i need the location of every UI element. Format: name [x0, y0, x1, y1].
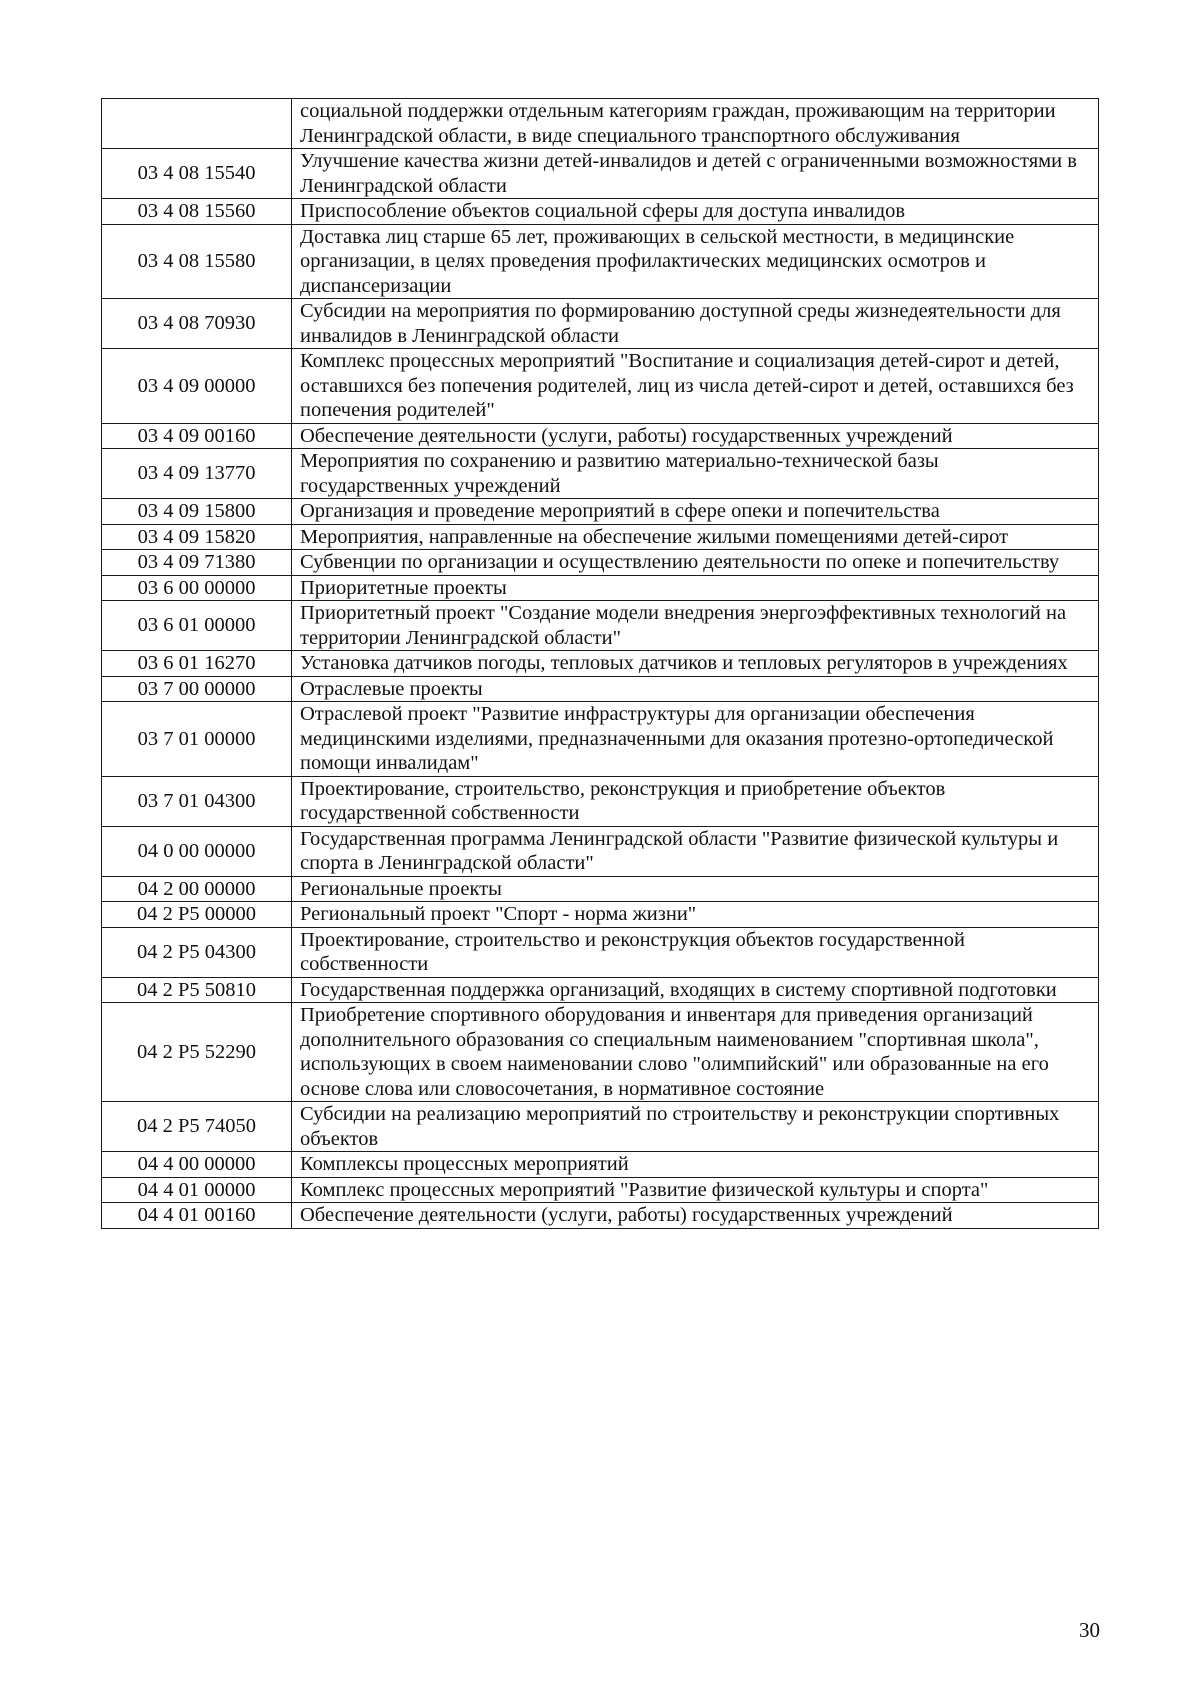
table-row — [102, 299, 1099, 349]
row-name: Комплекс процессных мероприятий "Воспитание и социализация детей-сирот и детей, оставшихся без попечения родителей, лиц из числа детей-сирот и детей, оставшихся без попечения родителей" — [292, 349, 1099, 424]
row-code: 03 4 08 15560 — [102, 199, 292, 225]
row-name: Приоритетный проект "Создание модели внедрения энергоэффективных технологий на территории Ленинградской области" — [292, 601, 1099, 651]
table-row — [102, 1203, 1099, 1229]
row-code: 03 7 01 04300 — [102, 776, 292, 826]
row-name: Региональные проекты — [292, 876, 1099, 902]
row-name: Субсидии на мероприятия по формированию доступной среды жизнедеятельности для инвалидов в Ленинградской области — [292, 299, 1099, 349]
row-code: 03 4 09 13770 — [102, 449, 292, 499]
table-row — [102, 423, 1099, 449]
table-row — [102, 99, 1099, 149]
row-code: 03 4 08 15580 — [102, 224, 292, 299]
page-number: 30 — [1079, 1618, 1100, 1642]
row-name: Комплекс процессных мероприятий "Развитие физической культуры и спорта" — [292, 1177, 1099, 1203]
row-name: Улучшение качества жизни детей-инвалидов и детей с ограниченными возможностями в Ленинградской области — [292, 149, 1099, 199]
row-code: 03 4 09 71380 — [102, 550, 292, 576]
table-row — [102, 524, 1099, 550]
table-row — [102, 601, 1099, 651]
row-code: 04 0 00 00000 — [102, 826, 292, 876]
table-row — [102, 1152, 1099, 1178]
row-code: 03 4 09 00160 — [102, 423, 292, 449]
table-row — [102, 349, 1099, 424]
row-name: Приспособление объектов социальной сферы для доступа инвалидов — [292, 199, 1099, 225]
table-row — [102, 927, 1099, 977]
row-name: Приоритетные проекты — [292, 575, 1099, 601]
table-row — [102, 676, 1099, 702]
row-code: 04 2 P5 74050 — [102, 1102, 292, 1152]
row-code — [102, 99, 292, 149]
row-name: Мероприятия, направленные на обеспечение жилыми помещениями детей-сирот — [292, 524, 1099, 550]
table-row — [102, 702, 1099, 777]
table-row — [102, 1003, 1099, 1102]
table-body — [102, 99, 1099, 1229]
row-code: 03 6 00 00000 — [102, 575, 292, 601]
row-code: 03 7 00 00000 — [102, 676, 292, 702]
row-name: Проектирование, строительство, реконструкция и приобретение объектов государственной собственности — [292, 776, 1099, 826]
table-row — [102, 224, 1099, 299]
table-row — [102, 1102, 1099, 1152]
table-row — [102, 199, 1099, 225]
row-name: Отраслевой проект "Развитие инфраструктуры для организации обеспечения медицинскими изделиями, предназначенными для оказания протезно-ортопедической помощи инвалидам" — [292, 702, 1099, 777]
row-name: Государственная поддержка организаций, входящих в систему спортивной подготовки — [292, 977, 1099, 1003]
row-name: Приобретение спортивного оборудования и инвентаря для приведения организаций дополнительного образования со специальным наименованием "спортивная школа", использующих в своем наименовании слово "олимпийский" или образованные на его основе слова или словосочетания, в нормативное состояние — [292, 1003, 1099, 1102]
table-row — [102, 575, 1099, 601]
row-code: 03 4 09 00000 — [102, 349, 292, 424]
row-name: Проектирование, строительство и реконструкция объектов государственной собственности — [292, 927, 1099, 977]
table-row — [102, 449, 1099, 499]
row-name: Отраслевые проекты — [292, 676, 1099, 702]
row-name: Доставка лиц старше 65 лет, проживающих в сельской местности, в медицинские организации, в целях проведения профилактических медицинских осмотров и диспансеризации — [292, 224, 1099, 299]
table-row — [102, 876, 1099, 902]
row-code: 04 2 00 00000 — [102, 876, 292, 902]
row-name: Мероприятия по сохранению и развитию материально-технической базы государственных учреждений — [292, 449, 1099, 499]
table-row — [102, 826, 1099, 876]
table-row — [102, 977, 1099, 1003]
row-code: 04 2 P5 04300 — [102, 927, 292, 977]
row-code: 03 4 08 70930 — [102, 299, 292, 349]
row-code: 04 2 P5 00000 — [102, 902, 292, 928]
row-code: 03 7 01 00000 — [102, 702, 292, 777]
table-row — [102, 1177, 1099, 1203]
row-code: 03 4 08 15540 — [102, 149, 292, 199]
row-name: Обеспечение деятельности (услуги, работы) государственных учреждений — [292, 1203, 1099, 1229]
row-code: 03 4 09 15800 — [102, 499, 292, 525]
row-code: 03 6 01 00000 — [102, 601, 292, 651]
row-name: Комплексы процессных мероприятий — [292, 1152, 1099, 1178]
row-name: Государственная программа Ленинградской области "Развитие физической культуры и спорта в Ленинградской области" — [292, 826, 1099, 876]
table-row — [102, 550, 1099, 576]
row-code: 03 6 01 16270 — [102, 651, 292, 677]
row-code: 04 2 P5 50810 — [102, 977, 292, 1003]
budget-codes-table — [101, 98, 1099, 1229]
row-name: социальной поддержки отдельным категориям граждан, проживающим на территории Ленинградской области, в виде специального транспортного обслуживания — [292, 99, 1099, 149]
table-row — [102, 776, 1099, 826]
row-name: Субсидии на реализацию мероприятий по строительству и реконструкции спортивных объектов — [292, 1102, 1099, 1152]
table-row — [102, 499, 1099, 525]
row-code: 04 4 01 00160 — [102, 1203, 292, 1229]
table-row — [102, 149, 1099, 199]
row-name: Установка датчиков погоды, тепловых датчиков и тепловых регуляторов в учреждениях — [292, 651, 1099, 677]
table-row — [102, 902, 1099, 928]
row-name: Региональный проект "Спорт - норма жизни" — [292, 902, 1099, 928]
row-name: Организация и проведение мероприятий в сфере опеки и попечительства — [292, 499, 1099, 525]
row-name: Обеспечение деятельности (услуги, работы) государственных учреждений — [292, 423, 1099, 449]
row-code: 03 4 09 15820 — [102, 524, 292, 550]
row-code: 04 4 00 00000 — [102, 1152, 292, 1178]
row-name: Субвенции по организации и осуществлению деятельности по опеке и попечительству — [292, 550, 1099, 576]
row-code: 04 2 P5 52290 — [102, 1003, 292, 1102]
table-row — [102, 651, 1099, 677]
row-code: 04 4 01 00000 — [102, 1177, 292, 1203]
